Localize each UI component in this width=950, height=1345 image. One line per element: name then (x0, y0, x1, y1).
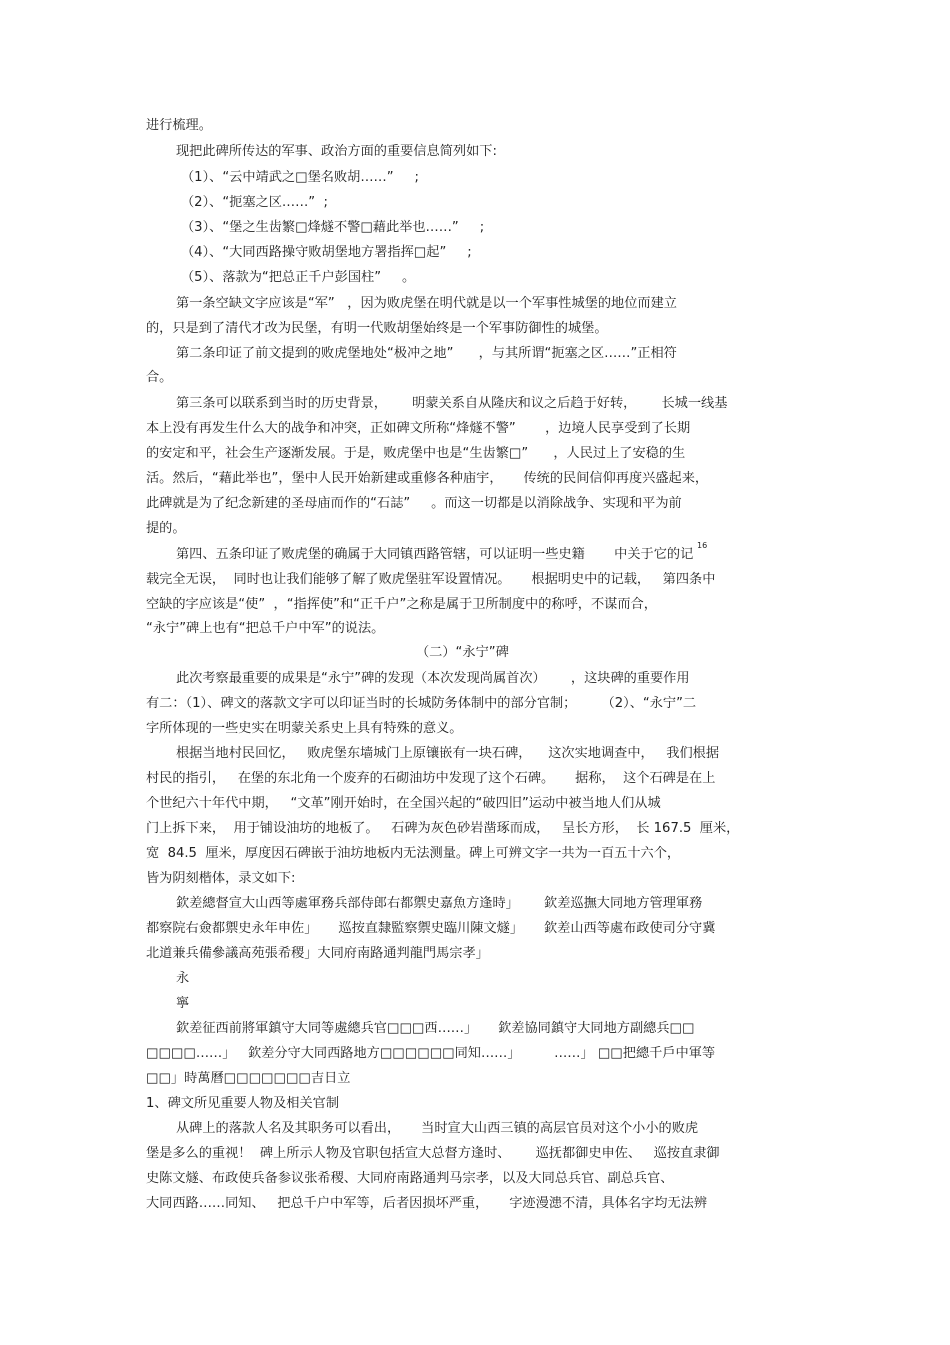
inscription-line: 欽差總督宣大山西等處軍務兵部侍郎右都禦史嘉魚方逢時」 欽差巡撫大同地方管理軍務 (176, 896, 703, 911)
text-line: 从碑上的落款人名及其职务可以看出， 当时宣大山西三镇的高层官员对这个小小的败虎 (176, 1121, 699, 1136)
footnote-ref: 16 (697, 541, 708, 550)
inscription-line: □□□□……」 欽差分守大同西路地方□□□□□□同知……」 ……」 □□把總千戶中軍等 (146, 1046, 716, 1061)
text-line: 此次考察最重要的成果是“永宁”碑的发现（本次发现尚属首次） ，这块碑的重要作用 (176, 671, 690, 686)
text-line: 进行梳理。 (146, 118, 212, 133)
text-line: 第二条印证了前文提到的败虎堡地处“极冲之地” ，与其所谓“扼塞之区……”正相符 (176, 346, 677, 361)
text-line: 空缺的字应该是“使” ，“指挥使”和“正千户”之称是属于卫所制度中的称呼，不谋而合， (146, 597, 657, 612)
text-line: 门上拆下来， 用于铺设油坊的地板了。 石碑为灰色砂岩凿琢而成， 呈长方形， 长 167.5 厘米， (146, 821, 740, 836)
inscription-line: 寧 (176, 996, 190, 1011)
text-line: 宽 84.5 厘米，厚度因石碑嵌于油坊地板内无法测量。碑上可辨文字一共为一百五十六个， (146, 846, 681, 861)
text-line: “永宁”碑上也有“把总千户中军”的说法。 (146, 621, 385, 636)
text-line: 大同西路……同知、 把总千户中军等，后者因损坏严重， 字迹漫漶不清，具体名字均无法辨 (146, 1196, 708, 1211)
inscription-line: 都察院右僉都禦史永年申佐」 巡按直隸監察禦史臨川陳文燧」 欽差山西等處布政使司分守冀 (146, 921, 716, 936)
inscription-line: □□」時萬曆□□□□□□□吉日立 (146, 1071, 351, 1086)
text-line: 第三条可以联系到当时的历史背景， 明蒙关系自从隆庆和议之后趋于好转， 长城一线基 (176, 396, 728, 411)
text-line: 皆为阴刻楷体，录文如下: (146, 871, 296, 886)
text-line: 史陈文燧、布政使兵备参议张希稷、大同府南路通判马宗孝，以及大同总兵官、副总兵官、 (146, 1171, 674, 1186)
text-line: 载完全无误， 同时也让我们能够了解了败虎堡驻军设置情况。 根据明史中的记载， 第四条中 (146, 572, 716, 587)
list-item: （5）、落款为“把总正千户彭国柱” 。 (181, 270, 416, 285)
text-line: 的，只是到了清代才改为民堡，有明一代败胡堡始终是一个军事防御性的城堡。 (146, 321, 608, 336)
text-line: 堡是多么的重视！ 碑上所示人物及官职包括宣大总督方逢时、 巡抚都御史申佐、 巡按直隶御 (146, 1146, 720, 1161)
text-line: 的安定和平，社会生产逐渐发展。于是，败虎堡中也是“生齿繁□” ，人民过上了安稳的生 (146, 446, 686, 461)
subsection-heading: 1、碑文所见重要人物及相关官制 (146, 1096, 340, 1111)
list-item: （2）、“扼塞之区……” ; (181, 195, 328, 210)
text-line: 现把此碑所传达的军事、政治方面的重要信息简列如下: (176, 144, 497, 159)
inscription-line: 欽差征西前將軍鎮守大同等處總兵官□□□西……」 欽差協同鎮守大同地方副總兵□□ (176, 1021, 695, 1036)
text-line: 本上没有再发生什么大的战争和冲突，正如碑文所称“烽燧不警” ，边境人民享受到了长期 (146, 421, 691, 436)
inscription-line: 北道兼兵備參議高苑張希稷」大同府南路通判龍門馬宗孝」 (146, 946, 489, 961)
list-item: （1）、“云中靖武之□堡名败胡……” ; (181, 170, 419, 185)
text-line: 个世纪六十年代中期， “文革”刚开始时，在全国兴起的“破四旧”运动中被当地人们从城 (146, 796, 661, 811)
text-line: 提的。 (146, 521, 186, 536)
section-heading: （二）“永宁”碑 (416, 645, 509, 660)
text-line: 有二：（1）、碑文的落款文字可以印证当时的长城防务体制中的部分官制； （2）、“永宁”二 (146, 696, 697, 711)
text-line: 字所体现的一些史实在明蒙关系史上具有特殊的意义。 (146, 721, 463, 736)
text-line: 合。 (146, 370, 173, 385)
list-item: （3）、“堡之生齿繁□烽燧不警□藉此举也……” ; (181, 220, 485, 235)
text-line: 此碑就是为了纪念新建的圣母庙而作的“石誌” 。而这一切都是以消除战争、实现和平为前 (146, 496, 682, 511)
inscription-line: 永 (176, 971, 190, 986)
text-line: 第一条空缺文字应该是“军” ，因为败虎堡在明代就是以一个军事性城堡的地位而建立 (176, 296, 677, 311)
text-line: 第四、五条印证了败虎堡的确属于大同镇西路管辖，可以证明一些史籍 中关于它的记 (176, 547, 694, 562)
text-line: 活。然后，“藉此举也”，堡中人民开始新建或重修各种庙宇， 传统的民间信仰再度兴盛起来， (146, 471, 709, 486)
list-item: （4）、“大同西路操守败胡堡地方署指挥□起” ; (181, 245, 472, 260)
text-line: 根据当地村民回忆， 败虎堡东墙城门上原镶嵌有一块石碑， 这次实地调查中， 我们根据 (176, 746, 720, 761)
text-line: 村民的指引， 在堡的东北角一个废弃的石砌油坊中发现了这个石碑。 据称， 这个石碑是在上 (146, 771, 716, 786)
